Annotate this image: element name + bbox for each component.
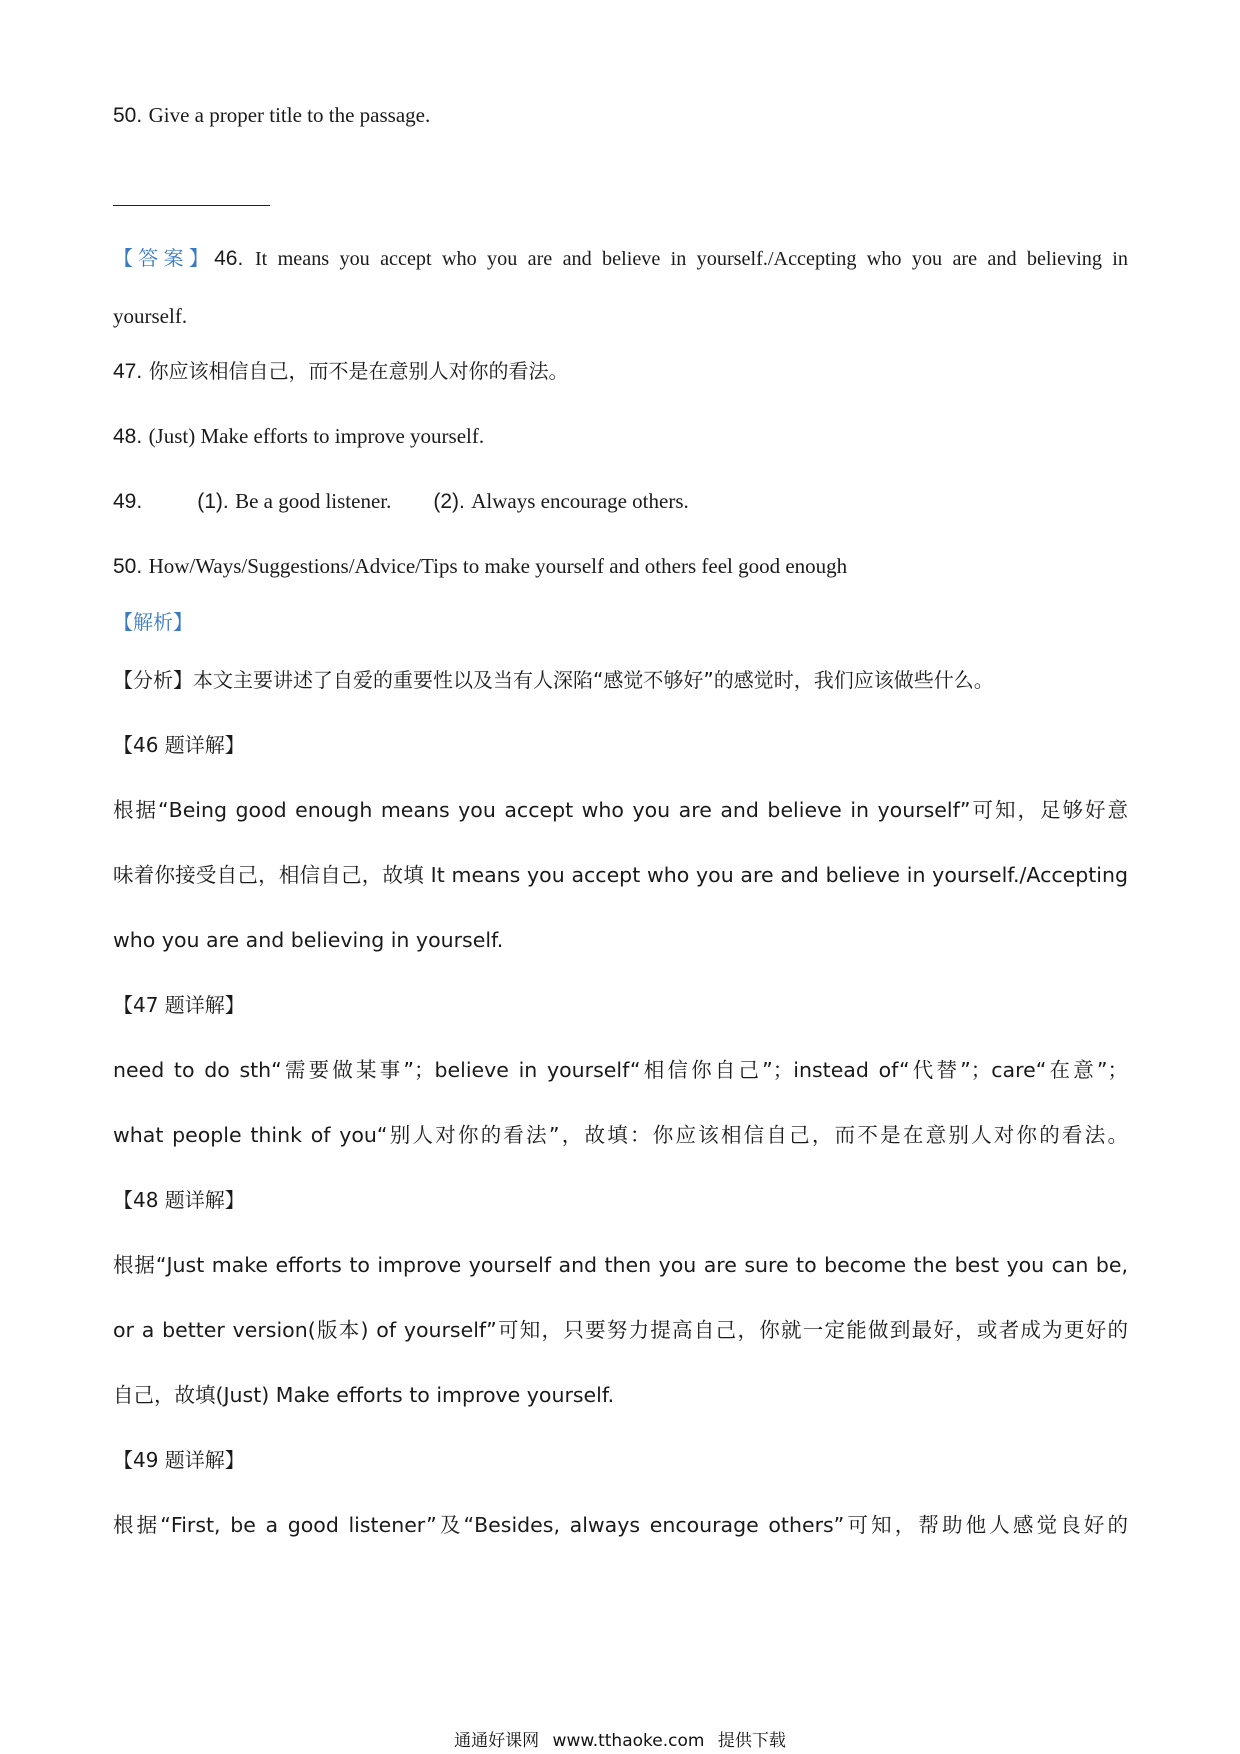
answer-49 [113, 487, 1128, 516]
answer-blank-line [113, 205, 270, 206]
answer-46-line2 [113, 302, 1128, 330]
answer-46-text-cont: yourself. [113, 304, 188, 328]
question-text: Give a proper title to the passage. [148, 103, 431, 127]
detail-46-title-text: 【46 题详解】 [113, 733, 245, 757]
answer-46-text: It means you accept who you are and believe in yourself./Accepting who you are and believing in [254, 248, 1129, 270]
answer-47 [113, 357, 1128, 386]
answer-49-part2-number: (2). [433, 490, 465, 513]
detail-49-title [113, 1446, 1128, 1474]
answer-49-part1-text: Be a good listener. [235, 489, 392, 513]
answer-49-number: 49. [113, 490, 143, 513]
detail-47-title-text: 【47 题详解】 [113, 993, 245, 1017]
analysis-tag: 【解析】 [113, 610, 193, 634]
page-footer [0, 1731, 1240, 1751]
answer-50-number: 50. [113, 555, 143, 578]
answer-49-part1-number: (1). [197, 490, 229, 513]
detail-49-line1: 根据“First, be a good listener”及“Besides, always encourage others”可知，帮助他人感觉良好的 [113, 1513, 1128, 1537]
answer-50 [113, 552, 1128, 581]
analysis-summary-text: 【分析】本文主要讲述了自爱的重要性以及当有人深陷“感觉不够好”的感觉时，我们应该做些什么。 [113, 668, 994, 692]
answer-48-text: (Just) Make efforts to improve yourself. [148, 424, 485, 448]
detail-49-title-text: 【49 题详解】 [113, 1448, 245, 1472]
question-number: 50. [113, 104, 143, 127]
detail-46-line1: 根据“Being good enough means you accept who you are and believe in yourself”可知，足够好意 [113, 798, 1128, 822]
answer-48-number: 48. [113, 425, 143, 448]
detail-47-line1: need to do sth“需要做某事”；believe in yourself“相信你自己”；instead of“代替”；care“在意”； [113, 1058, 1128, 1082]
detail-46-line2: 味着你接受自己，相信自己，故填 It means you accept who you are and believe in yourself./Accepting [113, 863, 1128, 887]
detail-47-line2: what people think of you“别人对你的看法”，故填：你应该相信自己，而不是在意别人对你的看法。 [113, 1123, 1128, 1147]
answer-48 [113, 422, 1128, 451]
answer-tag: 【答案】 [113, 246, 215, 270]
analysis-summary [113, 666, 1128, 694]
answer-49-part2-text: Always encourage others. [471, 489, 689, 513]
detail-46-title [113, 731, 1128, 759]
detail-48-line1: 根据“Just make efforts to improve yourself and then you are sure to become the best you can be, [113, 1253, 1128, 1277]
detail-47-title [113, 991, 1128, 1019]
detail-46-line3: who you are and believing in yourself. [113, 928, 504, 952]
answer-47-number: 47. [113, 360, 143, 383]
detail-48-line3: 自己，故填(Just) Make efforts to improve yourself. [113, 1383, 615, 1407]
answer-50-text: How/Ways/Suggestions/Advice/Tips to make yourself and others feel good enough [148, 554, 848, 578]
answer-47-text: 你应该相信自己，而不是在意别人对你的看法。 [148, 359, 569, 383]
answer-46-number: 46. [214, 247, 244, 270]
detail-48-title-text: 【48 题详解】 [113, 1188, 245, 1212]
detail-48-title [113, 1186, 1128, 1214]
question-50 [113, 101, 1128, 130]
detail-48-line2: or a better version(版本) of yourself”可知，只要努力提高自己，你就一定能做到最好，或者成为更好的 [113, 1318, 1128, 1342]
footer-site-name: 通通好课网 [454, 1731, 540, 1751]
footer-url[interactable]: www.tthaoke.com [552, 1731, 705, 1751]
answer-46-line1 [113, 244, 1128, 273]
footer-note: 提供下载 [717, 1731, 786, 1751]
analysis-heading [113, 608, 1128, 636]
